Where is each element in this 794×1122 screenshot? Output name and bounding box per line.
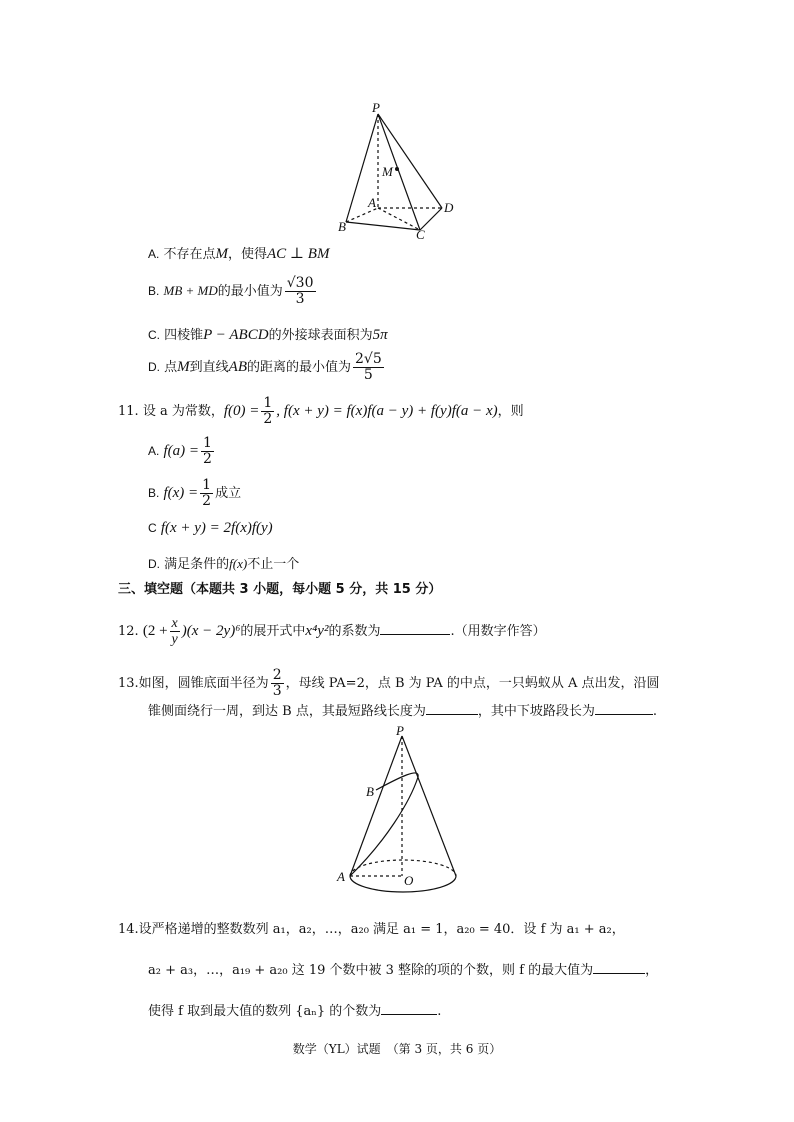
q10-option-d: D. 点M到直线AB的距离的最小值为 $\frac{2√5}{5}$ [148,351,382,383]
pyramid-figure [330,100,470,240]
q10-option-a: A. 不存在点M，使得AC ⊥ BM [148,246,330,262]
q14-answer-blank-1[interactable] [593,973,645,974]
q14-line-1: 14.设严格递增的整数数列 a₁，a₂，…，a₂₀ 满足 a₁ = 1，a₂₀ = 40．设 f 为 a₁ + a₂， [118,922,625,937]
fig1-label-a: A [368,195,376,210]
fig2-label-b: B [366,784,374,799]
q14-line-2: a₂ + a₃，…，a₁₉ + a₂₀ 这 19 个数中被 3 整除的项的个数，则 f 的最大值为 ， [148,963,659,978]
fig1-label-b: B [338,219,346,234]
q14-line-3: 使得 f 取到最大值的数列 {aₙ} 的个数为 . [148,1004,442,1019]
q11-option-b: B. f(x) = $\frac{1}{2}$ 成立 [148,477,242,509]
q10-option-c: C. 四棱锥P − ABCD的外接球表面积为5π [148,327,388,343]
q12-stem: 12. (2 + $\frac{x}{y}$ )(x − 2y)⁶的展开式中x⁴y²的系数为 .（用数字作答） [118,616,546,647]
fig2-label-o: O [404,873,414,888]
q14-answer-blank-2[interactable] [381,1014,437,1015]
q12-answer-blank[interactable] [380,634,450,635]
fig1-label-c: C [416,227,425,240]
q11-option-d: D. 满足条件的f(x)不止一个 [148,556,300,572]
q11-stem: 11. 设 a 为常数，f(0) = $\frac{1}{2}$ , f(x + y) = f(x)f(a − y) + f(y)f(a − x)，则 [118,395,524,427]
fig2-label-p: P [396,723,404,738]
q13-answer-blank-2[interactable] [595,714,653,715]
fig2-label-a: A [337,869,345,884]
q13-answer-blank-1[interactable] [426,714,478,715]
page-footer: 数学（YL）试题 （第 3 页，共 6 页） [292,1042,502,1056]
cone-figure [330,722,470,894]
q11-option-a: A. f(a) = $\frac{1}{2}$ [148,435,212,467]
section-heading: 三、填空题（本题共 3 小题，每小题 5 分，共 15 分） [118,582,442,597]
fig1-label-d: D [444,200,454,215]
q13-line-2: 锥侧面绕行一周，到达 B 点，其最短路线长度为 ，其中下坡路段长为 . [148,704,657,719]
q11-option-c: C f(x + y) = 2f(x)f(y) [148,520,273,536]
q10-option-b: B. MB + MD的最小值为 $\frac{√30}{3}$ [148,275,314,307]
fig1-label-p: P [372,100,380,115]
fig1-label-m: M [382,164,393,179]
q13-line-1: 13.如图，圆锥底面半径为 $\frac{2}{3}$ ，母线 PA=2，点 B 为 PA 的中点，一只蚂蚁从 A 点出发，沿圆 [118,667,660,699]
